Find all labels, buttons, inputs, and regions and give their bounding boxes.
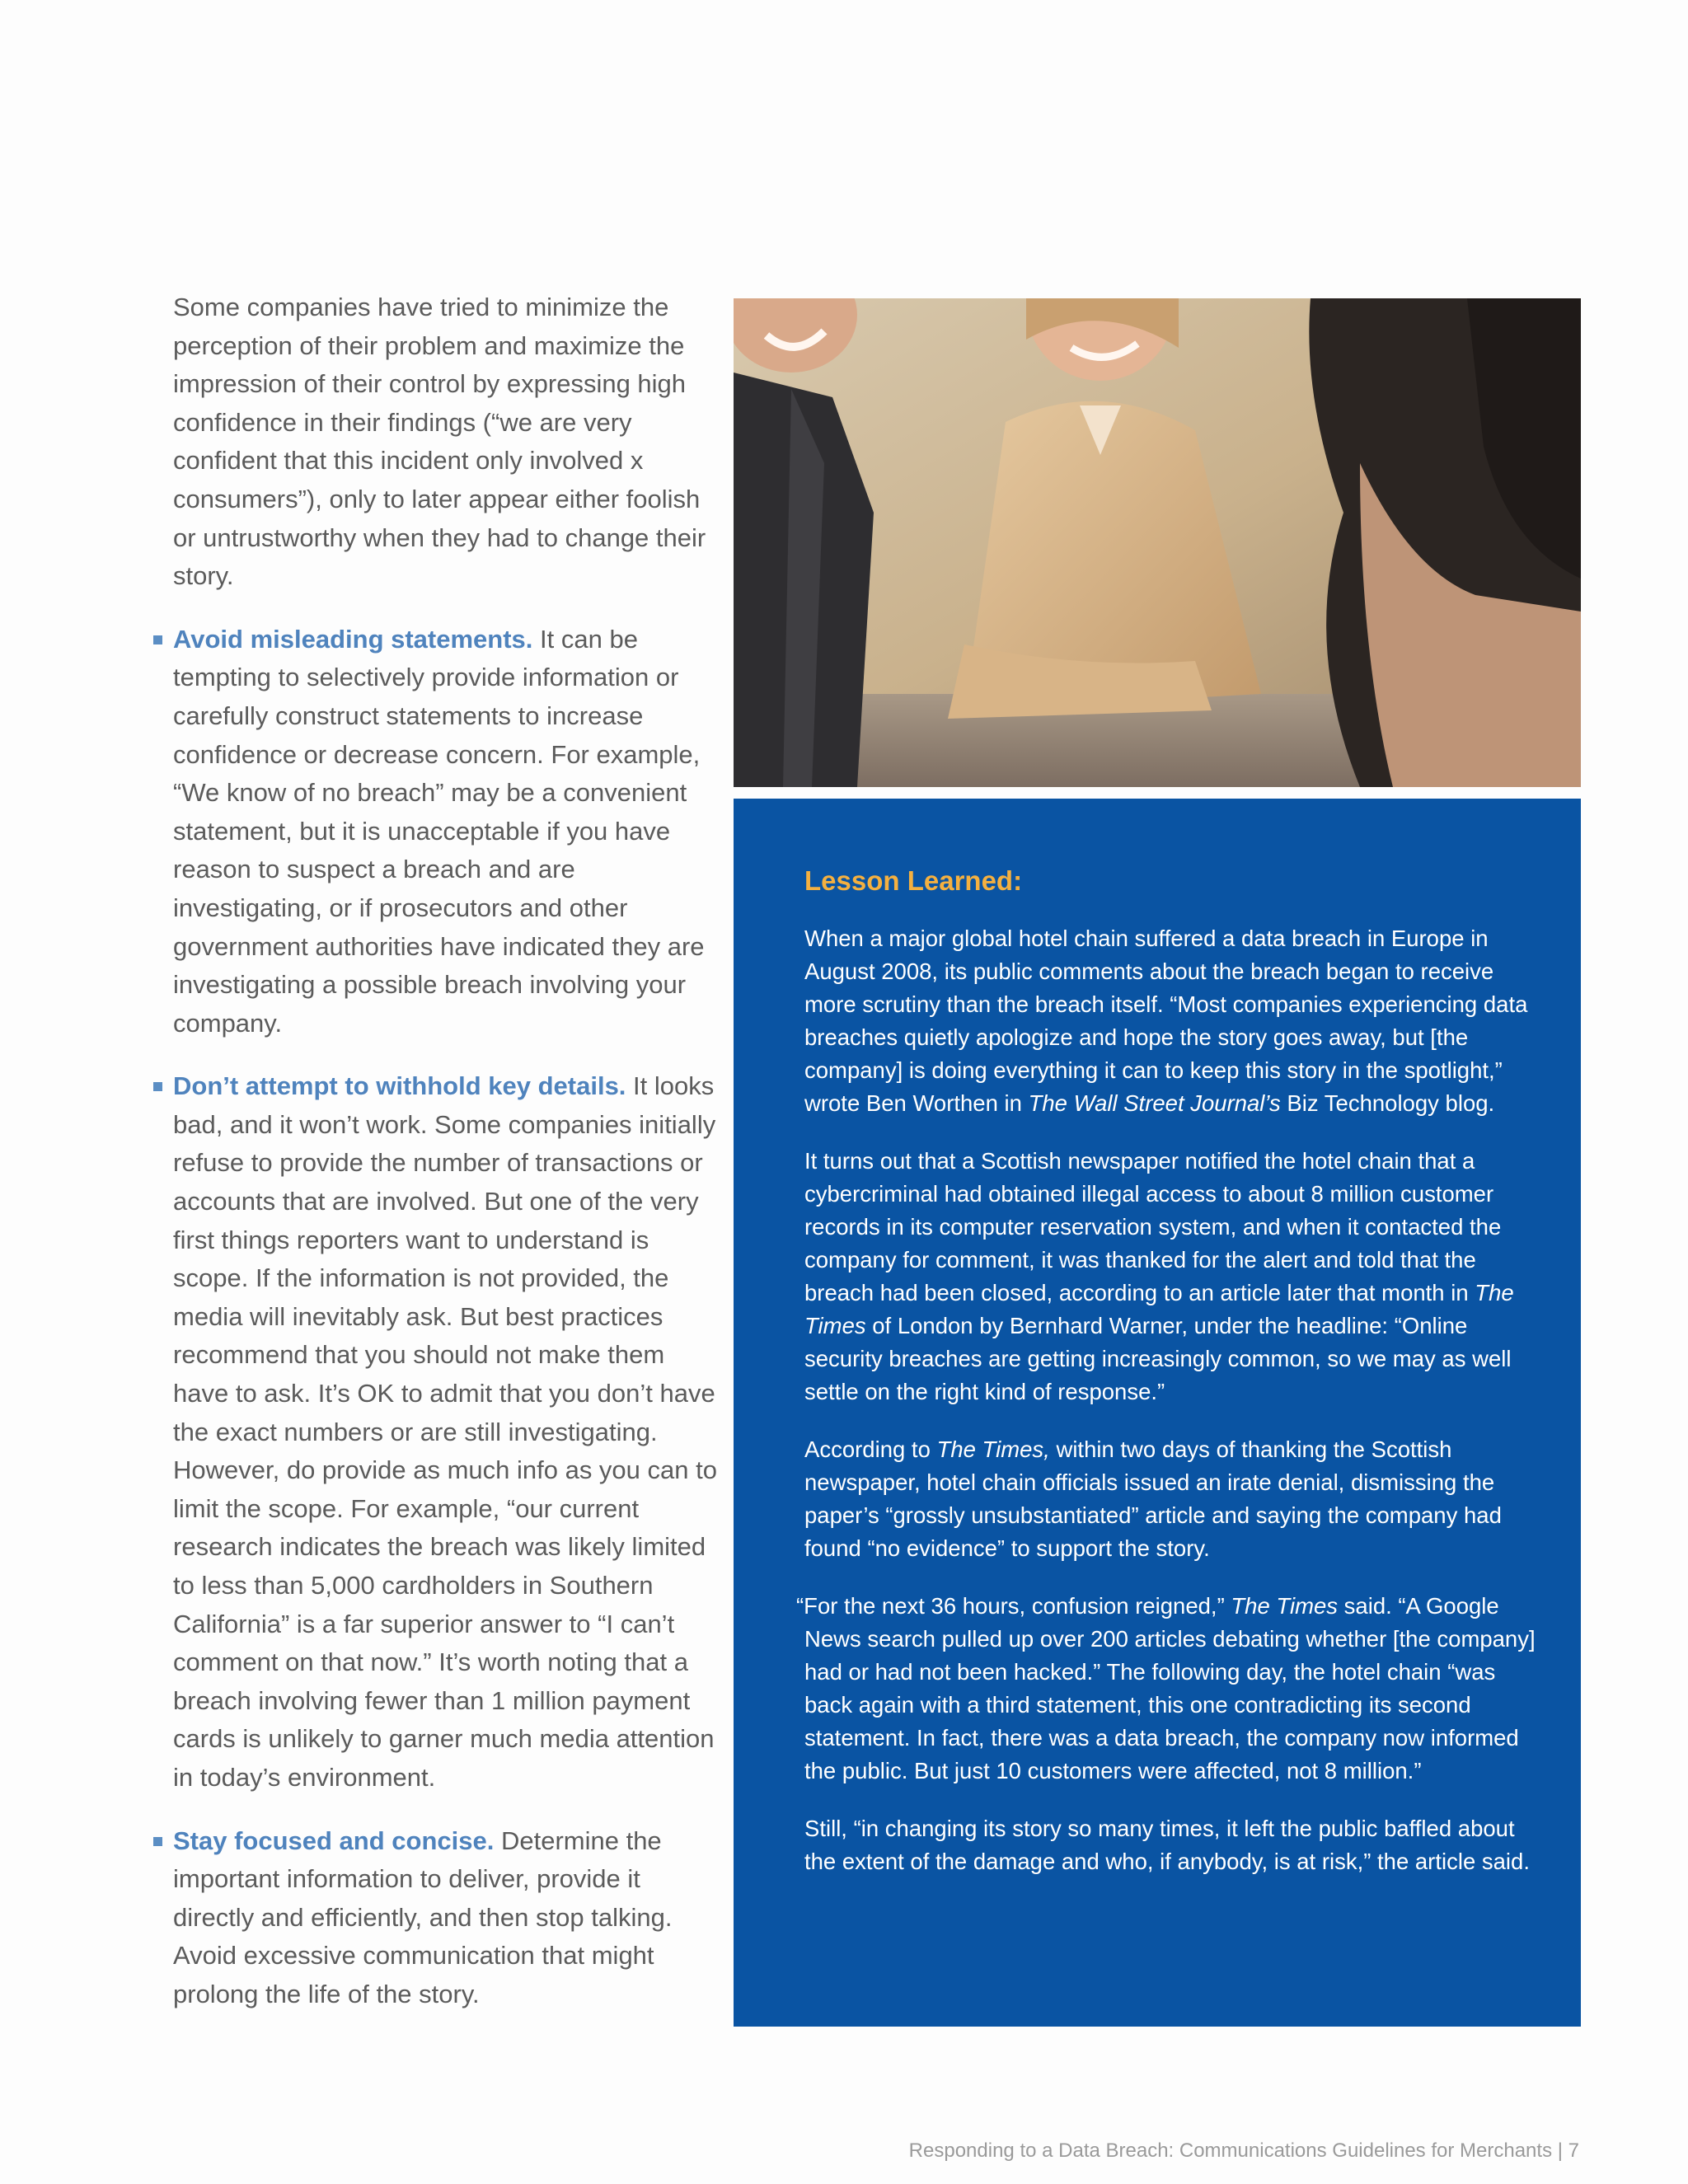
bullet-square-icon (153, 635, 162, 644)
bullet-withhold-details (173, 1067, 717, 1797)
text-span: Biz Technology blog. (1280, 1090, 1495, 1116)
text-span: “For the next 36 hours, confusion reigned,” (796, 1593, 1231, 1619)
business-meeting-photo (734, 298, 1581, 787)
bullet-lead: Avoid misleading statements. (173, 624, 533, 654)
publication-title: The Wall Street Journal’s (1028, 1090, 1281, 1116)
bullet-text: It looks bad, and it won’t work. Some companies initially refuse to provide the number of transactions or accounts that are involved. But one of the very first things reporters want to understand is scope. If the information is not provided, the media will inevitably ask. But best practices recommend that you should not make them have to ask. It’s OK to admit that you don’t have the exact numbers or are still investigating. However, do provide as much info as you can to limit the scope. For example, “our current research indicates the breach was likely limited to less than 5,000 cardholders in Southern California” is a far superior answer to “I can’t comment on that now.” It’s worth noting that a breach involving fewer than 1 million payment cards is unlikely to garner much media attention in today’s environment. (173, 1071, 717, 1792)
bullet-text: Determine the important information to deliver, provide it directly and efficiently, and then stop talking. Avoid excessive communication that might prolong the life of the story. (173, 1825, 673, 2008)
bullet-lead: Don’t attempt to withhold key details. (173, 1071, 626, 1101)
bullet-square-icon (153, 1837, 162, 1846)
publication-title: The Times (804, 1280, 1514, 1338)
bullet-text: It can be tempting to selectively provide information or carefully construct statements to increase confidence or decrease concern. For example, “We know of no breach” may be a convenient statement, but it is unacceptable if you have reason to suspect a breach and are investigating, or if prosecutors and other government authorities have indicated they are investigating a possible breach involving your company. (173, 624, 705, 1038)
intro-paragraph: Some companies have tried to minimize the perception of their problem and maximize the impression of their control by expressing high confidence in their findings (“we are very confident that this incident only involved x consumers”), only to later appear either foolish or untrustworthy when they had to change their story. (173, 293, 706, 591)
text-span: within two days of thanking the Scottish newspaper, hotel chain officials issued an irate denial, dismissing the paper’s “grossly unsubstantiated” article and saying the company had found “no evidence” to support the story. (804, 1436, 1502, 1561)
lesson-paragraph-4 (796, 1590, 1548, 1788)
text-span: When a major global hotel chain suffered a data breach in Europe in August 2008, its public comments about the breach began to receive more scrutiny than the breach itself. “Most companies experiencing data breaches quietly apologize and hope the story goes away, but [the company] is doing everything it can to keep this story in the spotlight,” wrote Ben Worthen in (804, 926, 1528, 1116)
page-footer: Responding to a Data Breach: Communications Guidelines for Merchants | 7 (908, 2139, 1579, 2162)
lesson-title: Lesson Learned: (804, 865, 1023, 896)
text-span: It turns out that a Scottish newspaper notified the hotel chain that a cybercriminal had obtained illegal access to about 8 million customer records in its computer reservation system, and when it contacted the company for comment, it was thanked for the alert and told that the breach had been closed, according to an article later that month in (804, 1148, 1502, 1305)
publication-title: The Times (1231, 1593, 1339, 1619)
text-span: According to (804, 1436, 937, 1462)
lesson-paragraph-3 (804, 1433, 1548, 1565)
bullet-lead: Stay focused and concise. (173, 1825, 495, 1855)
text-span: of London by Bernhard Warner, under the headline: “Online security breaches are getting increasingly common, so we may as well settle on the right kind of response.” (804, 1313, 1512, 1404)
text-span: said. “A Google News search pulled up over 200 articles debating whether [the company] had or had not been hacked.” The following day, the hotel chain “was back again with a third statement, this one contradicting its second statement. In fact, there was a data breach, the company now informed the public. But just 10 customers were affected, not 8 million.” (804, 1593, 1536, 1783)
lesson-paragraph-2 (804, 1145, 1548, 1408)
lesson-learned-box (734, 799, 1581, 2027)
bullet-focused-concise (173, 1822, 717, 2014)
lesson-paragraph-5: Still, “in changing its story so many times, it left the public baffled about the extent of the damage and who, if anybody, is at risk,” the article said. (804, 1816, 1530, 1874)
bullet-misleading-statements (173, 621, 717, 1043)
bullet-square-icon (153, 1082, 162, 1091)
publication-title: The Times, (936, 1436, 1050, 1462)
body-text-column (173, 288, 717, 2039)
lesson-paragraph-1 (804, 922, 1548, 1120)
